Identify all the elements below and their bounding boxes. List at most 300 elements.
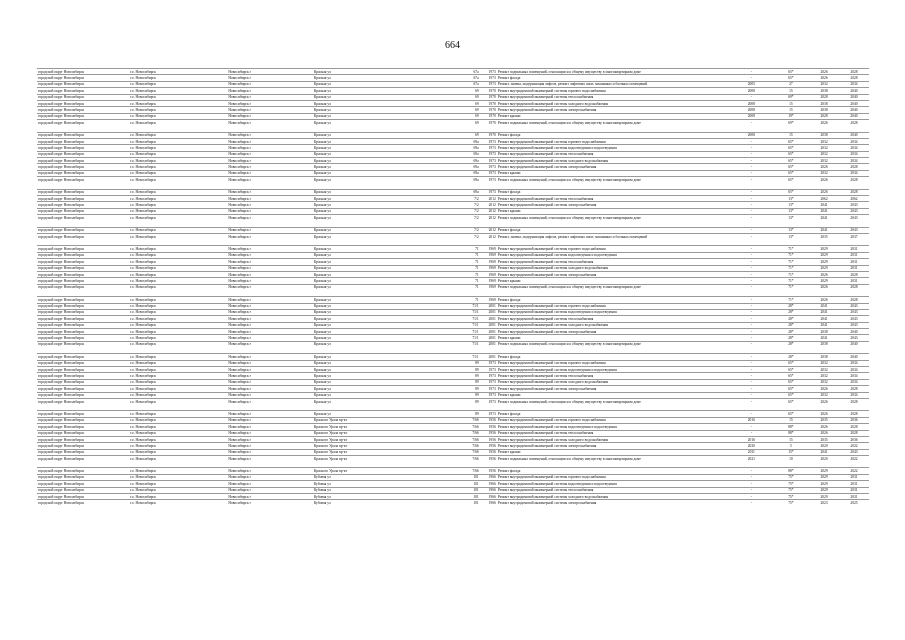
street-cell: Красная ул — [313, 215, 446, 221]
wear-cell: 65* — [773, 392, 809, 398]
year-built-cell: 1973 — [480, 75, 497, 81]
street-cell: Красная ул — [313, 164, 446, 170]
work-type-cell: Ремонт внутридомовой инженерной системы теплоснабжения — [497, 430, 730, 436]
wear-cell: 15 — [773, 417, 809, 423]
house-cell: 69 — [445, 120, 479, 126]
street-cell: Красного Урала пр-кт — [313, 443, 446, 449]
city-cell: Новосибирск г — [227, 329, 313, 335]
year-built-cell: 2012 — [480, 233, 497, 239]
street-cell: Красная ул — [313, 246, 446, 252]
house-cell: 7/2 — [445, 227, 479, 233]
end-year-cell: 2034 — [839, 145, 869, 151]
year-built-cell: 1973 — [480, 379, 497, 385]
city-cell: Новосибирск г — [227, 468, 313, 474]
end-year-cell: 2028 — [839, 177, 869, 183]
end-year-cell: 2043 — [839, 215, 869, 221]
district-cell: г.о. Новосибирск — [129, 341, 227, 347]
municipality-cell: городской округ Новосибирск — [37, 259, 129, 265]
municipality-cell: городской округ Новосибирск — [37, 379, 129, 385]
start-year-cell: 2038 — [809, 107, 839, 113]
district-cell: г.о. Новосибирск — [129, 500, 227, 506]
wear-cell: 15 — [773, 436, 809, 442]
last-repair-year-cell: - — [730, 367, 773, 373]
city-cell: Новосибирск г — [227, 265, 313, 271]
municipality-cell: городской округ Новосибирск — [37, 164, 129, 170]
street-cell: Красная ул — [313, 386, 446, 392]
city-cell: Новосибирск г — [227, 367, 313, 373]
start-year-cell: 2028 — [809, 113, 839, 119]
year-built-cell: 1969 — [480, 252, 497, 258]
district-cell: г.о. Новосибирск — [129, 145, 227, 151]
city-cell: Новосибирск г — [227, 113, 313, 119]
last-repair-year-cell: - — [730, 468, 773, 474]
end-year-cell: 2034 — [839, 170, 869, 176]
year-built-cell: 1970 — [480, 88, 497, 94]
house-cell: 71 — [445, 297, 479, 303]
table-row — [37, 500, 869, 506]
municipality-cell: городской округ Новосибирск — [37, 449, 129, 455]
start-year-cell: 2029 — [809, 246, 839, 252]
city-cell: Новосибирск г — [227, 494, 313, 500]
house-cell: 7/66 — [445, 424, 479, 430]
street-cell: Красная ул — [313, 132, 446, 138]
house-cell: 71/1 — [445, 329, 479, 335]
work-type-cell: Ремонт крыши — [497, 449, 730, 455]
district-cell: г.о. Новосибирск — [129, 151, 227, 157]
district-cell: г.о. Новосибирск — [129, 456, 227, 462]
start-year-cell: 2029 — [809, 481, 839, 487]
city-cell: Новосибирск г — [227, 360, 313, 366]
house-cell: 7/66 — [445, 456, 479, 462]
work-type-cell: Ремонт фасада — [497, 132, 730, 138]
house-cell: 7/66 — [445, 443, 479, 449]
end-year-cell: 2028 — [839, 386, 869, 392]
house-cell: 69а — [445, 170, 479, 176]
work-type-cell: Ремонт внутридомовой инженерной системы электроснабжения — [497, 443, 730, 449]
end-year-cell: 2025 — [839, 500, 869, 506]
last-repair-year-cell: 2008 — [730, 107, 773, 113]
end-year-cell: 2031 — [839, 481, 869, 487]
district-cell: г.о. Новосибирск — [129, 449, 227, 455]
city-cell: Новосибирск г — [227, 322, 313, 328]
year-built-cell: 1956 — [480, 443, 497, 449]
street-cell: Красная ул — [313, 329, 446, 335]
district-cell: г.о. Новосибирск — [129, 94, 227, 100]
district-cell: г.о. Новосибирск — [129, 120, 227, 126]
municipality-cell: городской округ Новосибирск — [37, 132, 129, 138]
wear-cell: 65* — [773, 145, 809, 151]
wear-cell: 28* — [773, 341, 809, 347]
year-built-cell: 2001 — [480, 316, 497, 322]
work-type-cell: Ремонт подвальных помещений, относящихся к общему имуществу в многоквартирном доме — [497, 177, 730, 183]
start-year-cell: 2032 — [809, 138, 839, 144]
end-year-cell: 2040 — [839, 354, 869, 360]
city-cell: Новосибирск г — [227, 252, 313, 258]
street-cell: Красная ул — [313, 170, 446, 176]
year-built-cell: 1956 — [480, 430, 497, 436]
end-year-cell: 2062 — [839, 196, 869, 202]
city-cell: Новосибирск г — [227, 88, 313, 94]
last-repair-year-cell: - — [730, 252, 773, 258]
house-cell: 7/2 — [445, 196, 479, 202]
end-year-cell: 2022 — [839, 456, 869, 462]
year-built-cell: 1956 — [480, 424, 497, 430]
last-repair-year-cell: 2005 — [730, 81, 773, 87]
district-cell: г.о. Новосибирск — [129, 309, 227, 315]
end-year-cell: 2040 — [839, 329, 869, 335]
year-built-cell: 1969 — [480, 278, 497, 284]
last-repair-year-cell: - — [730, 120, 773, 126]
house-cell: 69 — [445, 88, 479, 94]
city-cell: Новосибирск г — [227, 107, 313, 113]
year-built-cell: 2012 — [480, 227, 497, 233]
municipality-cell: городской округ Новосибирск — [37, 158, 129, 164]
start-year-cell: 2041 — [809, 303, 839, 309]
start-year-cell: 2026 — [809, 430, 839, 436]
wear-cell: 13* — [773, 208, 809, 214]
work-type-cell: Ремонт внутридомовой инженерной системы холодного водоснабжения — [497, 436, 730, 442]
work-type-cell: Ремонт внутридомовой инженерной системы горячего водоснабжения — [497, 474, 730, 480]
city-cell: Новосибирск г — [227, 120, 313, 126]
municipality-cell: городской округ Новосибирск — [37, 430, 129, 436]
wear-cell: 71* — [773, 259, 809, 265]
district-cell: г.о. Новосибирск — [129, 360, 227, 366]
end-year-cell: 2028 — [839, 284, 869, 290]
last-repair-year-cell: 2008 — [730, 113, 773, 119]
municipality-cell: городской округ Новосибирск — [37, 107, 129, 113]
last-repair-year-cell: 2011 — [730, 449, 773, 455]
house-cell: 71/1 — [445, 354, 479, 360]
work-type-cell: Ремонт внутридомовой инженерной системы электроснабжения — [497, 202, 730, 208]
start-year-cell: 2026 — [809, 424, 839, 430]
city-cell: Новосибирск г — [227, 138, 313, 144]
house-cell: 7/66 — [445, 468, 479, 474]
house-cell: 89 — [445, 379, 479, 385]
house-cell: 89 — [445, 386, 479, 392]
city-cell: Новосибирск г — [227, 373, 313, 379]
end-year-cell: 2028 — [839, 271, 869, 277]
start-year-cell: 2029 — [809, 252, 839, 258]
work-type-cell: Ремонт внутридомовой инженерной системы электроснабжения — [497, 500, 730, 506]
start-year-cell: 2032 — [809, 360, 839, 366]
house-cell: 89 — [445, 367, 479, 373]
work-type-cell: Ремонт внутридомовой инженерной системы холодного водоснабжения — [497, 158, 730, 164]
city-cell: Новосибирск г — [227, 278, 313, 284]
work-type-cell: Ремонт внутридомовой инженерной системы электроснабжения — [497, 107, 730, 113]
district-cell: г.о. Новосибирск — [129, 233, 227, 239]
last-repair-year-cell: - — [730, 297, 773, 303]
district-cell: г.о. Новосибирск — [129, 158, 227, 164]
start-year-cell: 2038 — [809, 329, 839, 335]
last-repair-year-cell: - — [730, 145, 773, 151]
house-cell: 69а — [445, 177, 479, 183]
end-year-cell: 2031 — [839, 252, 869, 258]
start-year-cell: 2032 — [809, 151, 839, 157]
end-year-cell: 2043 — [839, 322, 869, 328]
end-year-cell: 2034 — [839, 81, 869, 87]
last-repair-year-cell: - — [730, 474, 773, 480]
street-cell: Красная ул — [313, 411, 446, 417]
start-year-cell: 2026 — [809, 120, 839, 126]
end-year-cell: 2031 — [839, 487, 869, 493]
city-cell: Новосибирск г — [227, 233, 313, 239]
street-cell: Красная ул — [313, 120, 446, 126]
end-year-cell: 2043 — [839, 449, 869, 455]
work-type-cell: Ремонт внутридомовой инженерной системы холодного водоснабжения — [497, 100, 730, 106]
street-cell: Красная ул — [313, 69, 446, 75]
district-cell: г.о. Новосибирск — [129, 386, 227, 392]
end-year-cell: 2028 — [839, 164, 869, 170]
year-built-cell: 1970 — [480, 100, 497, 106]
last-repair-year-cell: - — [730, 487, 773, 493]
house-cell: 101 — [445, 474, 479, 480]
end-year-cell: 2040 — [839, 107, 869, 113]
street-cell: Красного Урала пр-кт — [313, 468, 446, 474]
district-cell: г.о. Новосибирск — [129, 132, 227, 138]
district-cell: г.о. Новосибирск — [129, 107, 227, 113]
municipality-cell: городской округ Новосибирск — [37, 265, 129, 271]
end-year-cell: 2043 — [839, 202, 869, 208]
district-cell: г.о. Новосибирск — [129, 316, 227, 322]
year-built-cell: 2001 — [480, 303, 497, 309]
municipality-cell: городской округ Новосибирск — [37, 443, 129, 449]
year-built-cell: 2001 — [480, 329, 497, 335]
municipality-cell: городской округ Новосибирск — [37, 81, 129, 87]
wear-cell: 75* — [773, 500, 809, 506]
start-year-cell: 2026 — [809, 284, 839, 290]
wear-cell: 65* — [773, 177, 809, 183]
municipality-cell: городской округ Новосибирск — [37, 69, 129, 75]
district-cell: г.о. Новосибирск — [129, 278, 227, 284]
work-type-cell: Ремонт подвальных помещений, относящихся к общему имуществу в многоквартирном доме — [497, 69, 730, 75]
district-cell: г.о. Новосибирск — [129, 354, 227, 360]
city-cell: Новосибирск г — [227, 316, 313, 322]
wear-cell: 13* — [773, 202, 809, 208]
work-type-cell: Ремонт внутридомовой инженерной системы холодного водоснабжения — [497, 379, 730, 385]
start-year-cell: 2023 — [809, 500, 839, 506]
year-built-cell: 2001 — [480, 335, 497, 341]
end-year-cell: 2028 — [839, 430, 869, 436]
last-repair-year-cell: - — [730, 138, 773, 144]
last-repair-year-cell: - — [730, 354, 773, 360]
district-cell: г.о. Новосибирск — [129, 398, 227, 404]
year-built-cell: 1956 — [480, 449, 497, 455]
city-cell: Новосибирск г — [227, 474, 313, 480]
district-cell: г.о. Новосибирск — [129, 265, 227, 271]
house-cell: 71/1 — [445, 303, 479, 309]
street-cell: Красная ул — [313, 373, 446, 379]
start-year-cell: 2041 — [809, 227, 839, 233]
wear-cell: 65* — [773, 386, 809, 392]
wear-cell: 10 — [773, 456, 809, 462]
last-repair-year-cell: - — [730, 309, 773, 315]
start-year-cell: 2062 — [809, 196, 839, 202]
street-cell: Красная ул — [313, 309, 446, 315]
city-cell: Новосибирск г — [227, 164, 313, 170]
street-cell: Красная ул — [313, 392, 446, 398]
end-year-cell: 2022 — [839, 468, 869, 474]
last-repair-year-cell: - — [730, 196, 773, 202]
start-year-cell: 2029 — [809, 494, 839, 500]
city-cell: Новосибирск г — [227, 500, 313, 506]
last-repair-year-cell: - — [730, 278, 773, 284]
street-cell: Кубовая ул — [313, 494, 446, 500]
year-built-cell: 2001 — [480, 322, 497, 328]
start-year-cell: 2029 — [809, 487, 839, 493]
municipality-cell: городской округ Новосибирск — [37, 202, 129, 208]
end-year-cell: 2043 — [839, 303, 869, 309]
house-cell: 67а — [445, 75, 479, 81]
work-type-cell: Ремонт подвальных помещений, относящихся к общему имуществу в многоквартирном доме — [497, 284, 730, 290]
wear-cell: 13* — [773, 196, 809, 202]
start-year-cell: 2041 — [809, 322, 839, 328]
start-year-cell: 2041 — [809, 202, 839, 208]
start-year-cell: 2041 — [809, 335, 839, 341]
work-type-cell: Ремонт подвальных помещений, относящихся к общему имуществу в многоквартирном доме — [497, 341, 730, 347]
municipality-cell: городской округ Новосибирск — [37, 500, 129, 506]
city-cell: Новосибирск г — [227, 303, 313, 309]
district-cell: г.о. Новосибирск — [129, 259, 227, 265]
municipality-cell: городской округ Новосибирск — [37, 468, 129, 474]
work-type-cell: Ремонт фасада — [497, 297, 730, 303]
house-cell: 71/1 — [445, 316, 479, 322]
municipality-cell: городской округ Новосибирск — [37, 208, 129, 214]
street-cell: Красная ул — [313, 379, 446, 385]
municipality-cell: городской округ Новосибирск — [37, 373, 129, 379]
street-cell: Красная ул — [313, 297, 446, 303]
wear-cell: 5 — [773, 443, 809, 449]
year-built-cell: 2001 — [480, 341, 497, 347]
house-cell: 71 — [445, 246, 479, 252]
year-built-cell: 1970 — [480, 132, 497, 138]
city-cell: Новосибирск г — [227, 208, 313, 214]
street-cell: Красного Урала пр-кт — [313, 456, 446, 462]
last-repair-year-cell: 2016 — [730, 436, 773, 442]
city-cell: Новосибирск г — [227, 69, 313, 75]
year-built-cell: 1973 — [480, 177, 497, 183]
year-built-cell: 1973 — [480, 158, 497, 164]
wear-cell: 65* — [773, 379, 809, 385]
wear-cell: 75* — [773, 487, 809, 493]
district-cell: г.о. Новосибирск — [129, 411, 227, 417]
start-year-cell: 2041 — [809, 208, 839, 214]
street-cell: Красная ул — [313, 303, 446, 309]
house-cell: 67а — [445, 81, 479, 87]
last-repair-year-cell: - — [730, 259, 773, 265]
street-cell: Красная ул — [313, 88, 446, 94]
end-year-cell: 2040 — [839, 94, 869, 100]
city-cell: Новосибирск г — [227, 271, 313, 277]
start-year-cell: 2041 — [809, 215, 839, 221]
street-cell: Красная ул — [313, 335, 446, 341]
house-cell: 71/1 — [445, 322, 479, 328]
start-year-cell: 2026 — [809, 297, 839, 303]
last-repair-year-cell: - — [730, 398, 773, 404]
start-year-cell: 2038 — [809, 132, 839, 138]
district-cell: г.о. Новосибирск — [129, 424, 227, 430]
year-built-cell: 1966 — [480, 474, 497, 480]
year-built-cell: 1973 — [480, 164, 497, 170]
end-year-cell: 2037 — [839, 233, 869, 239]
street-cell: Красная ул — [313, 322, 446, 328]
start-year-cell: 2032 — [809, 81, 839, 87]
wear-cell: 65* — [773, 138, 809, 144]
start-year-cell: 2029 — [809, 265, 839, 271]
year-built-cell: 1970 — [480, 107, 497, 113]
street-cell: Кубовая ул — [313, 487, 446, 493]
street-cell: Красная ул — [313, 208, 446, 214]
last-repair-year-cell: - — [730, 170, 773, 176]
start-year-cell: 2029 — [809, 259, 839, 265]
last-repair-year-cell: - — [730, 335, 773, 341]
wear-cell: 71* — [773, 265, 809, 271]
start-year-cell: 2038 — [809, 100, 839, 106]
house-cell: 69 — [445, 107, 479, 113]
street-cell: Красного Урала пр-кт — [313, 430, 446, 436]
work-type-cell: Ремонт внутридомовой инженерной системы горячего водоснабжения — [497, 138, 730, 144]
work-type-cell: Ремонт фасада — [497, 75, 730, 81]
wear-cell: 65* — [773, 170, 809, 176]
street-cell: Красная ул — [313, 94, 446, 100]
city-cell: Новосибирск г — [227, 158, 313, 164]
house-cell: 89 — [445, 398, 479, 404]
year-built-cell: 1969 — [480, 284, 497, 290]
work-type-cell: Ремонт крыши — [497, 170, 730, 176]
start-year-cell: 2041 — [809, 309, 839, 315]
wear-cell: 65* — [773, 367, 809, 373]
wear-cell: 65* — [773, 75, 809, 81]
year-built-cell: 1956 — [480, 436, 497, 442]
municipality-cell: городской округ Новосибирск — [37, 271, 129, 277]
municipality-cell: городской округ Новосибирск — [37, 189, 129, 195]
work-type-cell: Ремонт внутридомовой инженерной системы горячего водоснабжения — [497, 303, 730, 309]
year-built-cell: 1969 — [480, 297, 497, 303]
wear-cell: 71* — [773, 271, 809, 277]
wear-cell: 28* — [773, 335, 809, 341]
start-year-cell: 2032 — [809, 379, 839, 385]
year-built-cell: 1966 — [480, 494, 497, 500]
city-cell: Новосибирск г — [227, 335, 313, 341]
district-cell: г.о. Новосибирск — [129, 284, 227, 290]
work-type-cell: Ремонт подвальных помещений, относящихся к общему имуществу в многоквартирном доме — [497, 398, 730, 404]
end-year-cell: 2036 — [839, 436, 869, 442]
house-cell: 101 — [445, 494, 479, 500]
year-built-cell: 1973 — [480, 373, 497, 379]
wear-cell: 71* — [773, 284, 809, 290]
last-repair-year-cell: - — [730, 379, 773, 385]
district-cell: г.о. Новосибирск — [129, 202, 227, 208]
wear-cell: 71* — [773, 252, 809, 258]
house-cell: 7/2 — [445, 208, 479, 214]
house-cell: 7/66 — [445, 436, 479, 442]
city-cell: Новосибирск г — [227, 424, 313, 430]
year-built-cell: 1973 — [480, 367, 497, 373]
municipality-cell: городской округ Новосибирск — [37, 474, 129, 480]
year-built-cell: 1973 — [480, 138, 497, 144]
street-cell: Красная ул — [313, 100, 446, 106]
house-cell: 69 — [445, 94, 479, 100]
year-built-cell: 2012 — [480, 196, 497, 202]
work-type-cell: Ремонт внутридомовой инженерной системы теплоснабжения — [497, 373, 730, 379]
city-cell: Новосибирск г — [227, 456, 313, 462]
district-cell: г.о. Новосибирск — [129, 227, 227, 233]
work-type-cell: Ремонт внутридомовой инженерной системы теплоснабжения — [497, 316, 730, 322]
street-cell: Красная ул — [313, 278, 446, 284]
end-year-cell: 2028 — [839, 424, 869, 430]
district-cell: г.о. Новосибирск — [129, 138, 227, 144]
year-built-cell: 1973 — [480, 189, 497, 195]
repair-schedule-table — [37, 68, 869, 506]
